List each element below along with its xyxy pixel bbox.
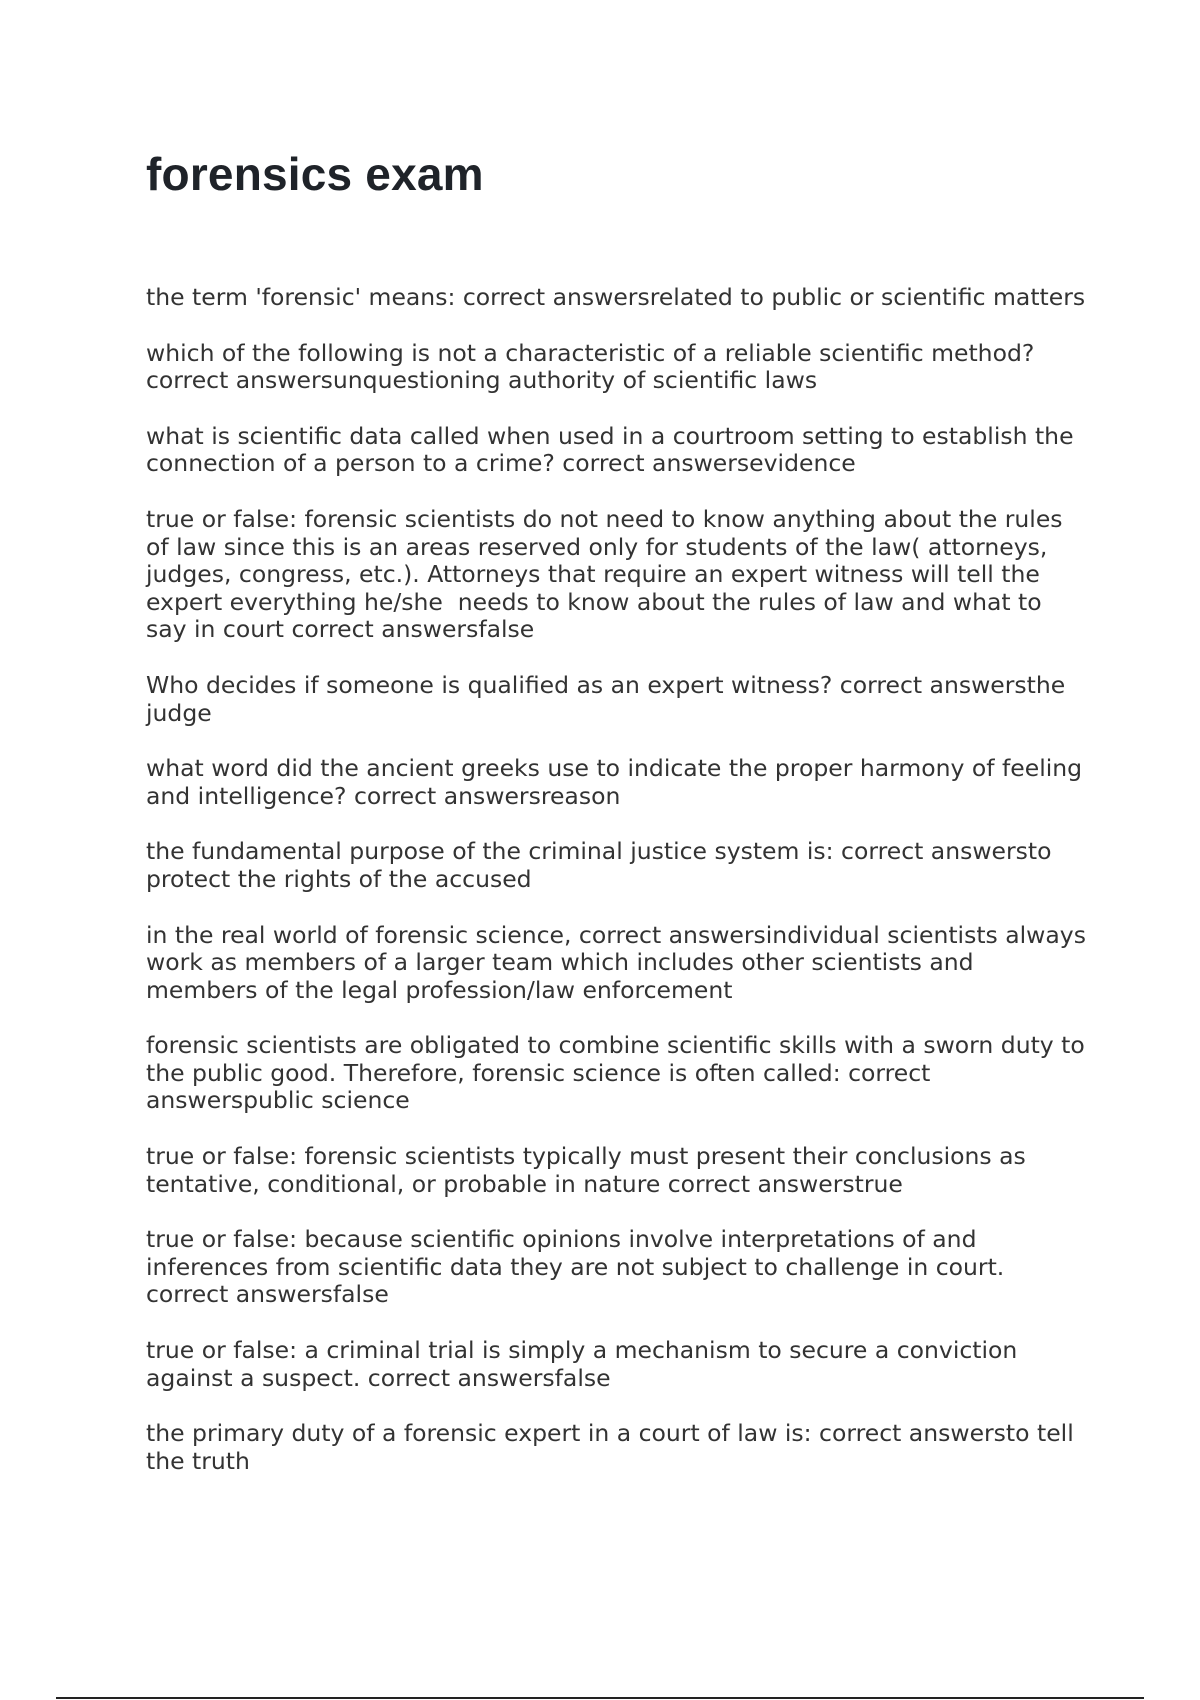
qa-item: what is scientific data called when used in a courtroom setting to establish the connection of a person to a crime? correct answersevidence — [146, 421, 1082, 478]
qa-item: the fundamental purpose of the criminal justice system is: correct answersto protect the rights of the accused — [146, 837, 1059, 893]
qa-item: what word did the ancient greeks use to indicate the proper harmony of feeling and intelligence? correct answersreason — [146, 754, 1090, 810]
qa-item: true or false: because scientific opinions involve interpretations of and inferences from scientific data they are not subject to challenge in court. correct answersfalse — [146, 1225, 1012, 1309]
qa-item: Who decides if someone is qualified as an expert witness? correct answersthe judge — [146, 670, 1073, 727]
qa-item: which of the following is not a characteristic of a reliable scientific method? correct answersunquestioning authority of scientific laws — [146, 338, 1042, 395]
page-title: forensics exam — [146, 148, 484, 200]
qa-item: the primary duty of a forensic expert in a court of law is: correct answersto tell the truth — [146, 1419, 1082, 1475]
qa-item: true or false: forensic scientists typically must present their conclusions as tentative, conditional, or probable in nature correct answerstrue — [146, 1142, 1034, 1198]
qa-item: the term 'forensic' means: correct answersrelated to public or scientific matters — [146, 283, 1086, 311]
qa-item: true or false: a criminal trial is simply a mechanism to secure a conviction against a suspect. correct answersfalse — [146, 1336, 1025, 1392]
qa-item: forensic scientists are obligated to combine scientific skills with a sworn duty to the public good. Therefore, forensic science is often called: correct answerspublic science — [146, 1031, 1093, 1115]
footer-divider — [56, 1697, 1144, 1699]
qa-item: true or false: forensic scientists do not need to know anything about the rules of law since this is an areas reserved only for students of the law( attorneys, judges, congress, etc.). Attorneys that require an expert witness will tell the expert everything he/she needs to know about the rules of law and what to say in court correct answersfalse — [146, 504, 1071, 644]
question-answer-list — [146, 283, 1094, 1503]
qa-item: in the real world of forensic science, correct answersindividual scientists always work as members of a larger team which includes other scientists and members of the legal profession/law enforcement — [146, 920, 1094, 1004]
